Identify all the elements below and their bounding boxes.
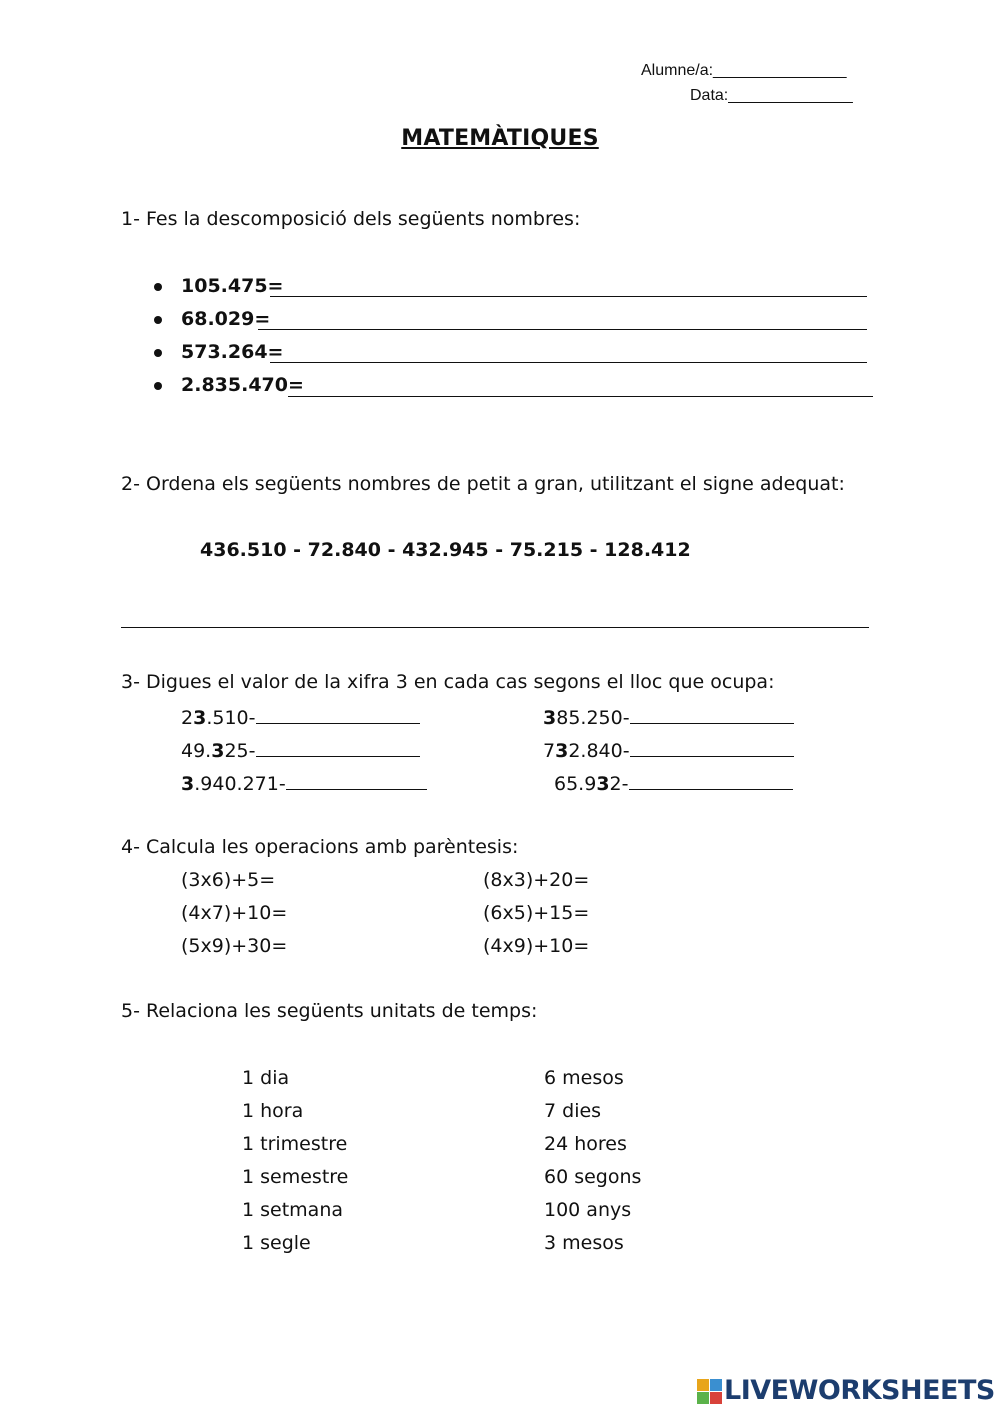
question-3-prompt: 3- Digues el valor de la xifra 3 en cada cas segons el lloc que ocupa:: [121, 671, 775, 693]
decomposition-number: 68.029=: [181, 308, 271, 330]
answer-blank[interactable]: [256, 705, 420, 724]
highlighted-digit: 3: [211, 740, 225, 762]
answer-line[interactable]: [270, 296, 867, 297]
operation-item[interactable]: (3x6)+5=: [181, 869, 276, 891]
highlighted-digit: 3: [596, 773, 610, 795]
answer-blank[interactable]: [630, 738, 794, 757]
digit-value-item: [543, 705, 794, 729]
question-1-prompt: 1- Fes la descomposició dels següents nombres:: [121, 208, 581, 230]
time-unit-left[interactable]: 1 semestre: [242, 1166, 349, 1188]
number-part: 85.250-: [556, 707, 630, 729]
answer-line[interactable]: [258, 329, 867, 330]
number-part: 65.9: [554, 773, 597, 795]
numbers-to-order: 436.510 - 72.840 - 432.945 - 75.215 - 128.412: [200, 539, 691, 561]
liveworksheets-logo-icon: [697, 1379, 723, 1405]
highlighted-digit: 3: [555, 740, 569, 762]
operation-item[interactable]: (4x9)+10=: [483, 935, 590, 957]
answer-blank[interactable]: [629, 771, 793, 790]
operation-item[interactable]: (8x3)+20=: [483, 869, 590, 891]
time-unit-right[interactable]: 6 mesos: [544, 1067, 624, 1089]
digit-value-item: [543, 738, 794, 762]
bullet-icon: [154, 316, 162, 324]
decomposition-number: 105.475=: [181, 275, 284, 297]
number-part: 7: [543, 740, 556, 762]
answer-line[interactable]: [288, 396, 873, 397]
bullet-icon: [154, 349, 162, 357]
time-unit-left[interactable]: 1 segle: [242, 1232, 311, 1254]
liveworksheets-brand: LIVEWORKSHEETS: [724, 1375, 995, 1406]
operation-item[interactable]: (4x7)+10=: [181, 902, 288, 924]
operation-item[interactable]: (5x9)+30=: [181, 935, 288, 957]
operation-item[interactable]: (6x5)+15=: [483, 902, 590, 924]
time-unit-right[interactable]: 7 dies: [544, 1100, 602, 1122]
bullet-icon: [154, 283, 162, 291]
number-part: .940.271-: [194, 773, 286, 795]
date-field[interactable]: Data:______________: [690, 87, 853, 104]
decomposition-number: 573.264=: [181, 341, 284, 363]
number-part: 49.: [181, 740, 212, 762]
digit-value-item: [181, 771, 427, 795]
time-unit-right[interactable]: 3 mesos: [544, 1232, 624, 1254]
answer-line[interactable]: [121, 627, 869, 628]
number-part: .510-: [206, 707, 256, 729]
question-4-prompt: 4- Calcula les operacions amb parèntesis:: [121, 836, 519, 858]
digit-value-item: [181, 738, 420, 762]
time-unit-left[interactable]: 1 dia: [242, 1067, 290, 1089]
highlighted-digit: 3: [193, 707, 207, 729]
student-name-field[interactable]: Alumne/a:_______________: [641, 62, 847, 79]
answer-line[interactable]: [270, 362, 867, 363]
time-unit-left[interactable]: 1 trimestre: [242, 1133, 348, 1155]
highlighted-digit: 3: [543, 707, 557, 729]
answer-blank[interactable]: [630, 705, 794, 724]
page-title: MATEMÀTIQUES: [401, 126, 599, 151]
time-unit-right[interactable]: 100 anys: [544, 1199, 632, 1221]
time-unit-right[interactable]: 24 hores: [544, 1133, 627, 1155]
number-part: 2: [181, 707, 194, 729]
answer-blank[interactable]: [286, 771, 427, 790]
time-unit-right[interactable]: 60 segons: [544, 1166, 642, 1188]
question-2-prompt: 2- Ordena els següents nombres de petit a gran, utilitzant el signe adequat:: [121, 473, 845, 495]
decomposition-number: 2.835.470=: [181, 374, 304, 396]
time-unit-left[interactable]: 1 setmana: [242, 1199, 344, 1221]
number-part: 2.840-: [568, 740, 630, 762]
digit-value-item: [554, 771, 793, 795]
number-part: 25-: [224, 740, 256, 762]
highlighted-digit: 3: [181, 773, 195, 795]
bullet-icon: [154, 382, 162, 390]
time-unit-left[interactable]: 1 hora: [242, 1100, 304, 1122]
digit-value-item: [181, 705, 420, 729]
answer-blank[interactable]: [256, 738, 420, 757]
number-part: 2-: [609, 773, 629, 795]
question-5-prompt: 5- Relaciona les següents unitats de temps:: [121, 1000, 538, 1022]
